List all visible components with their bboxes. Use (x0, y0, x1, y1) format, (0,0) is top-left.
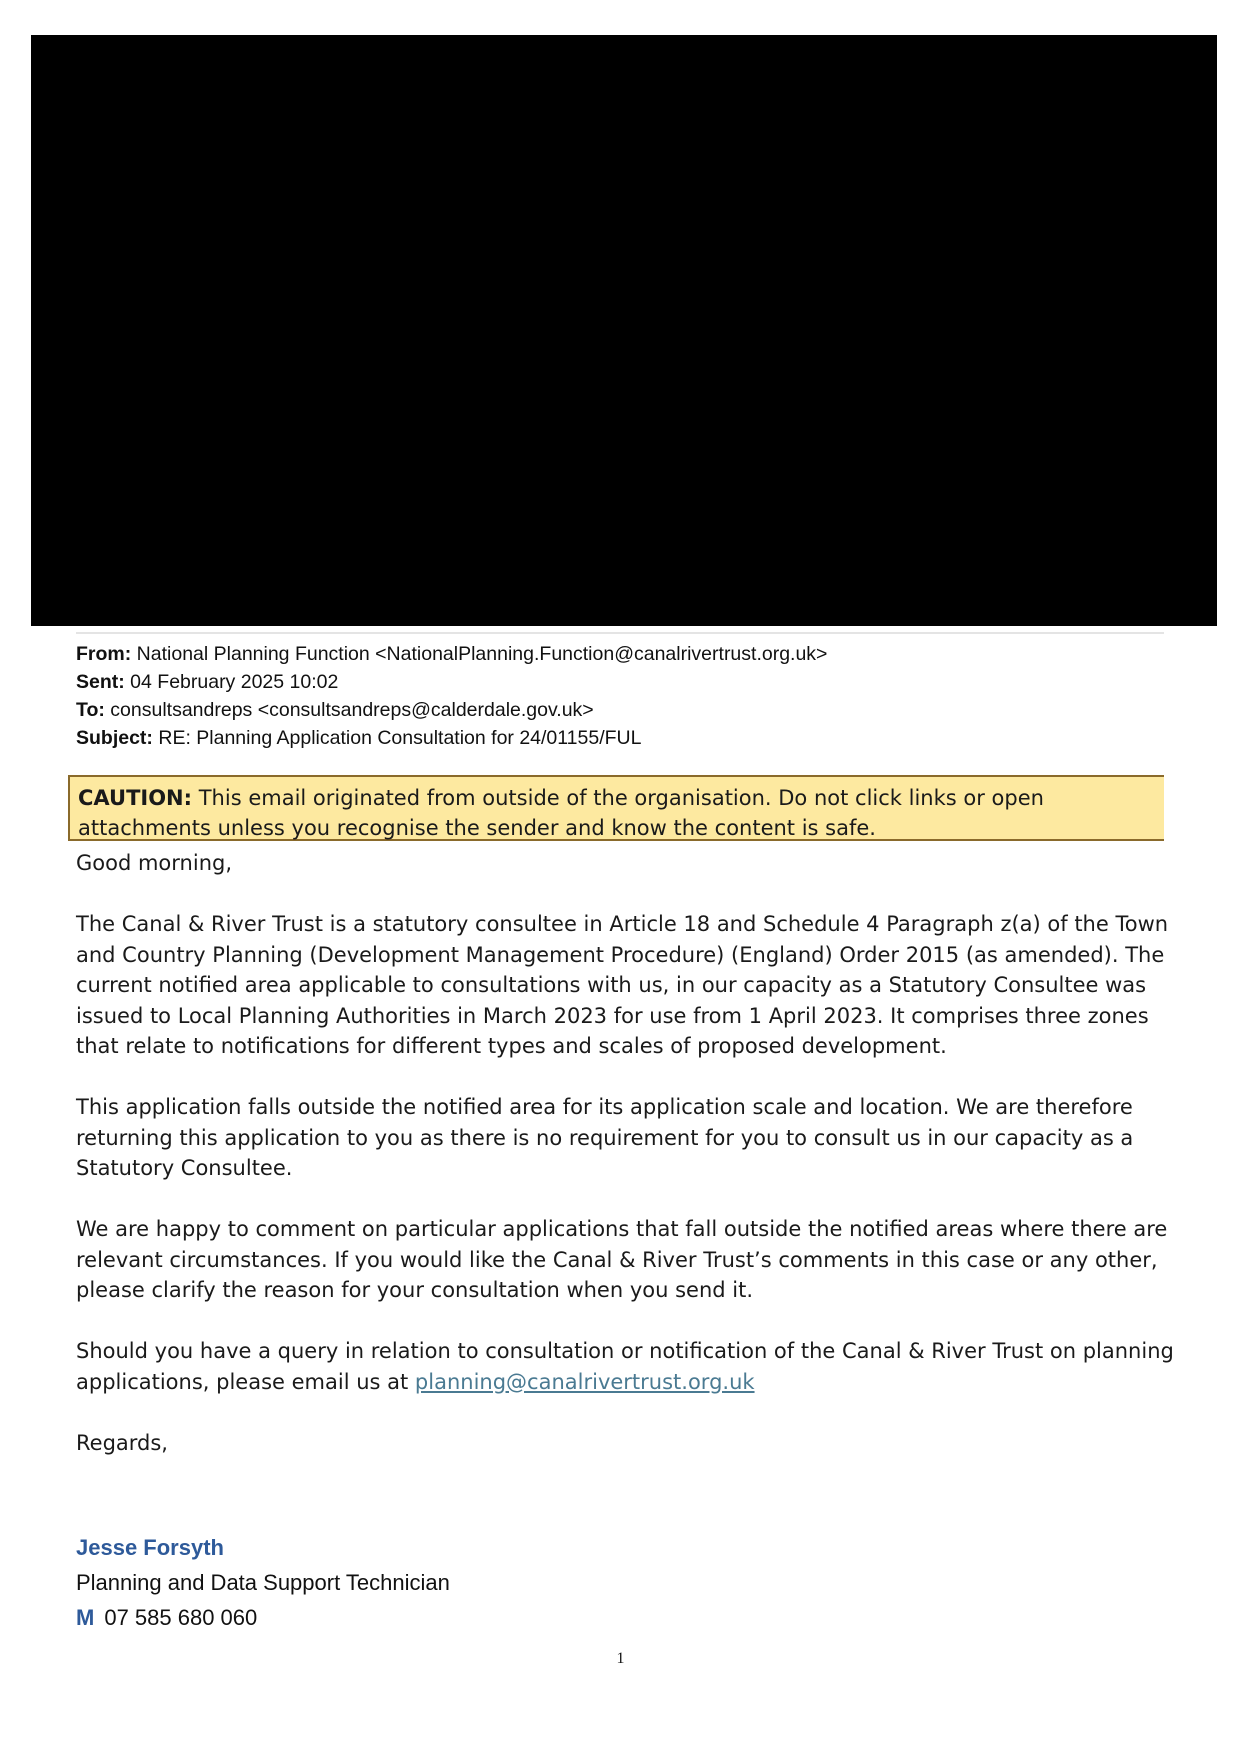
paragraph-outside-area: This application falls outside the notified area for its application scale and location. We are therefore returning this application to you as there is no requirement for you to consult us in our capacity as a Statutory Consultee. (76, 1095, 1134, 1180)
header-divider (76, 632, 1164, 634)
query-text: Should you have a query in relation to consultation or notification of the Canal & River Trust on planning applications, please email us at (76, 1339, 1174, 1394)
signature-title: Planning and Data Support Technician (76, 1570, 450, 1595)
redacted-block (31, 35, 1217, 626)
signature (76, 1530, 976, 1635)
subject-row (76, 724, 1196, 752)
to-row (76, 696, 1196, 724)
caution-text: This email originated from outside of the organisation. Do not click links or open attachments unless you recognise the sender and know the content is safe. (78, 786, 1044, 840)
sent-label: Sent: (76, 671, 125, 693)
mobile-number: 07 585 680 060 (104, 1605, 258, 1630)
email-header (76, 640, 1196, 752)
greeting: Good morning, (76, 851, 233, 875)
to-value: consultsandreps <consultsandreps@calderdale.gov.uk> (110, 699, 594, 721)
sent-row (76, 668, 1196, 696)
signature-mobile (76, 1600, 976, 1635)
paragraph-query (76, 1336, 1176, 1397)
page-number: 1 (616, 1650, 625, 1667)
email-body (76, 848, 1176, 1489)
from-value: National Planning Function <NationalPlanning.Function@canalrivertrust.org.uk> (136, 643, 828, 665)
from-row (76, 640, 1196, 668)
mobile-label: M (76, 1605, 95, 1630)
closing: Regards, (76, 1430, 168, 1455)
from-label: From: (76, 643, 132, 665)
sent-value: 04 February 2025 10:02 (130, 671, 339, 693)
subject-label: Subject: (76, 727, 153, 749)
caution-label: CAUTION: (78, 786, 193, 810)
signature-name: Jesse Forsyth (76, 1535, 224, 1560)
caution-banner (68, 775, 1164, 841)
paragraph-statutory-consultee: The Canal & River Trust is a statutory consultee in Article 18 and Schedule 4 Paragraph z(a) of the Town and Country Planning (Development Management Procedure) (England) Order 2015 (as amended). The current notified area applicable to consultations with us, in our capacity as a Statutory Consultee was issued to Local Planning Authorities in March 2023 for use from 1 April 2023. It comprises three zones that relate to notifications for different types and scales of proposed development. (76, 912, 1169, 1058)
paragraph-happy-to-comment: We are happy to comment on particular applications that fall outside the notified areas where there are relevant circumstances. If you would like the Canal & River Trust’s comments in this case or any other, please clarify the reason for your consultation when you send it. (76, 1217, 1168, 1302)
to-label: To: (76, 699, 105, 721)
planning-email-link[interactable]: planning@canalrivertrust.org.uk (414, 1369, 755, 1394)
subject-value: RE: Planning Application Consultation for 24/01155/FUL (158, 727, 642, 749)
